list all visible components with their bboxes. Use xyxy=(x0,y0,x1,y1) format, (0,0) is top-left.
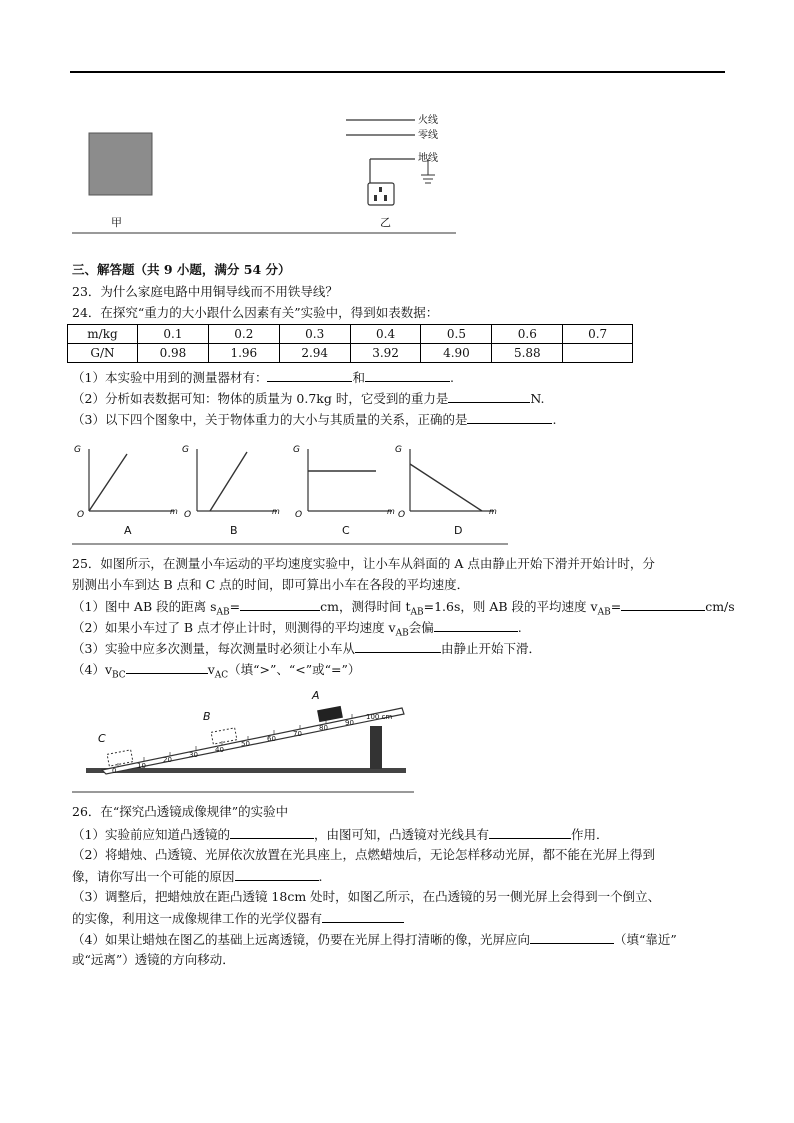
q26-part1 xyxy=(72,826,609,843)
q25-part3 xyxy=(72,640,541,657)
axis-g-label: G xyxy=(182,445,189,455)
graphs-svg xyxy=(72,434,512,546)
q26-part2-a: （2）将蜡烛、凸透镜、光屏依次放置在光具座上，点燃蜡烛后，无论怎样移动光屏，都不能在光屏上得到 xyxy=(72,847,655,862)
q24-part2-unit: N. xyxy=(530,391,545,406)
socket-hole-right xyxy=(384,195,387,201)
subscript: AB xyxy=(395,628,409,639)
q25-part4-v: （4）v xyxy=(72,662,113,677)
q25-part1-speed: =1.6s，则 AB 段的平均速度 v xyxy=(423,599,598,614)
q24-part3 xyxy=(72,411,556,428)
table-cell xyxy=(563,344,633,363)
q25-part2-end: . xyxy=(517,620,522,635)
graph-b xyxy=(197,449,277,511)
socket-hole-top xyxy=(379,187,382,192)
q25-intro-2: 别测出小车到达 B 点和 C 点的时间，即可算出小车在各段的平均速度． xyxy=(72,577,470,592)
table-cell: 5.88 xyxy=(492,344,563,363)
q26-part1-end: 作用． xyxy=(570,827,609,842)
q25-part1-eq: = xyxy=(229,599,241,614)
q26-part2-end: . xyxy=(318,869,323,884)
origin-label: O xyxy=(295,510,303,520)
label-a: A xyxy=(312,689,320,702)
label-c: C xyxy=(98,732,106,745)
table-cell: 0.7 xyxy=(563,325,633,344)
q25-part4 xyxy=(72,661,360,684)
subscript: AC xyxy=(214,670,229,681)
figure-jia-yi xyxy=(72,95,460,235)
label-b: B xyxy=(203,710,211,723)
q23-text: 23．为什么家庭电路中用铜导线而不用铁导线？ xyxy=(72,284,338,299)
answer-blank[interactable] xyxy=(530,931,614,944)
answer-blank[interactable] xyxy=(240,598,320,611)
table-cell: 0.6 xyxy=(492,325,563,344)
tick-label: 10 xyxy=(137,762,146,770)
q26-part1-mid: ，由图可知，凸透镜对光线具有 xyxy=(313,827,489,842)
q24-part1-end: . xyxy=(449,370,454,385)
q24-part2 xyxy=(72,390,544,407)
answer-blank[interactable] xyxy=(267,369,352,382)
section-title: 三、解答题（共 9 小题，满分 54 分） xyxy=(72,262,291,277)
wire-label-ground: 地线 xyxy=(418,153,438,164)
header-rule xyxy=(70,71,725,73)
axis-g-label: G xyxy=(395,445,402,455)
graph-label-b: B xyxy=(230,524,238,537)
q25-part4-hint: （填“>”、“<”或“=”） xyxy=(228,662,361,677)
table-cell: m/kg xyxy=(68,325,138,344)
graph-label-d: D xyxy=(454,524,463,537)
axis-m-label: m xyxy=(170,507,178,516)
tick-label: 100 cm xyxy=(366,713,393,721)
wire-label-live: 火线 xyxy=(418,115,438,126)
subscript: AB xyxy=(597,607,611,618)
incline-figure xyxy=(72,684,417,796)
tick-label: 20 xyxy=(163,756,172,764)
table-row xyxy=(68,325,633,344)
q26-intro: 26．在“探究凸透镜成像规律”的实验中 xyxy=(72,804,289,819)
axis-m-label: m xyxy=(272,507,280,516)
tick-label: 90 xyxy=(345,719,354,727)
table-cell: 0.98 xyxy=(137,344,208,363)
q24-part1-text: （1）本实验中用到的测量器材有： xyxy=(72,370,268,385)
table-cell: 1.96 xyxy=(208,344,279,363)
q24-intro: 24．在探究“重力的大小跟什么因素有关”实验中，得到如表数据： xyxy=(72,305,439,320)
table-cell: 0.3 xyxy=(279,325,350,344)
table-cell: G/N xyxy=(68,344,138,363)
origin-label: O xyxy=(184,510,192,520)
q26-part4-a xyxy=(72,931,677,948)
q25-part1-time: cm，测得时间 t xyxy=(320,599,411,614)
answer-blank[interactable] xyxy=(365,369,450,382)
origin-label: O xyxy=(398,510,406,520)
table-cell: 0.5 xyxy=(421,325,492,344)
graph-label-c: C xyxy=(342,524,350,537)
q25-part1-unit: cm/s xyxy=(705,599,735,614)
table-cell: 2.94 xyxy=(279,344,350,363)
subscript: AB xyxy=(410,607,424,618)
subscript: BC xyxy=(112,670,126,681)
q26-part3-a: （3）调整后，把蜡烛放在距凸透镜 18cm 处时，如图乙所示，在凸透镜的另一侧光屏上会得到一个倒立、 xyxy=(72,889,661,904)
tick-label: 40 xyxy=(215,746,224,754)
q26-part3-b xyxy=(72,910,404,927)
answer-blank[interactable] xyxy=(467,411,552,424)
tick-label: 70 xyxy=(293,730,302,738)
q26-part4-hint: （填“靠近” xyxy=(613,932,677,947)
axis-g-label: G xyxy=(293,445,300,455)
graph-c xyxy=(308,449,392,511)
q25-part4-v2: v xyxy=(207,662,215,677)
axis-m-label: m xyxy=(489,507,497,516)
axis-m-label: m xyxy=(387,507,395,516)
answer-blank[interactable] xyxy=(621,598,705,611)
support-block xyxy=(370,726,382,769)
tick-label: 60 xyxy=(267,735,276,743)
tick-label: 0 xyxy=(112,767,117,775)
wire-label-neutral: 零线 xyxy=(418,130,438,141)
graph-label-a: A xyxy=(124,524,132,537)
answer-blank[interactable] xyxy=(235,868,319,881)
q24-part1 xyxy=(72,369,454,386)
q24-part3-text: （3）以下四个图象中，关于物体重力的大小与其质量的关系，正确的是 xyxy=(72,412,468,427)
socket-hole-left xyxy=(374,195,377,201)
q25-part1-text: （1）图中 AB 段的距离 s xyxy=(72,599,217,614)
q26-part4-text: （4）如果让蜡烛在图乙的基础上远离透镜，仍要在光屏上得打清晰的像，光屏应向 xyxy=(72,932,530,947)
axis-g-label: G xyxy=(74,445,81,455)
q24-data-table xyxy=(67,324,633,363)
label-yi: 乙 xyxy=(380,216,391,229)
q25-part2-bias: 会偏 xyxy=(408,620,434,635)
q25-part1 xyxy=(72,598,735,621)
subscript: AB xyxy=(216,607,230,618)
tick-label: 80 xyxy=(319,724,328,732)
answer-blank[interactable] xyxy=(434,619,518,632)
answer-blank[interactable] xyxy=(355,640,441,653)
tick-label: 50 xyxy=(241,740,250,748)
origin-label: O xyxy=(77,510,85,520)
q25-part2-text: （2）如果小车过了 B 点才停止计时，则测得的平均速度 v xyxy=(72,620,396,635)
figure-jia-yi-svg xyxy=(72,95,460,235)
gray-square xyxy=(89,133,152,195)
q26-part2-b xyxy=(72,868,323,885)
answer-blank[interactable] xyxy=(230,826,314,839)
ruler-incline xyxy=(102,708,404,774)
q26-part3-text: 的实像，利用这一成像规律工作的光学仪器有 xyxy=(72,911,323,926)
answer-blank[interactable] xyxy=(322,910,404,923)
q24-part3-end: . xyxy=(552,412,557,427)
q25-part1-eq2: = xyxy=(610,599,622,614)
table-cell: 3.92 xyxy=(350,344,421,363)
table-row xyxy=(68,344,633,363)
q25-part3-text: （3）实验中应多次测量，每次测量时必须让小车从 xyxy=(72,641,355,656)
answer-blank[interactable] xyxy=(448,390,530,403)
label-jia: 甲 xyxy=(111,216,122,229)
cart-c xyxy=(107,750,133,766)
graph-d xyxy=(410,449,494,511)
q24-graphs xyxy=(72,434,512,546)
tick-label: 30 xyxy=(189,751,198,759)
q26-part1-text: （1）实验前应知道凸透镜的 xyxy=(72,827,230,842)
socket-icon xyxy=(368,183,394,205)
q24-part1-and: 和 xyxy=(352,370,365,385)
graph-a xyxy=(89,449,174,511)
q25-part3-end: 由静止开始下滑． xyxy=(440,641,541,656)
q25-part2 xyxy=(72,619,522,642)
answer-blank[interactable] xyxy=(489,826,571,839)
table-cell: 0.2 xyxy=(208,325,279,344)
q26-part2-text: 像，请你写出一个可能的原因 xyxy=(72,869,235,884)
table-cell: 0.4 xyxy=(350,325,421,344)
table-cell: 4.90 xyxy=(421,344,492,363)
q24-part2-text: （2）分析如表数据可知：物体的质量为 0.7kg 时，它受到的重力是 xyxy=(72,391,449,406)
table-cell: 0.1 xyxy=(137,325,208,344)
q25-intro-1: 25．如图所示，在测量小车运动的平均速度实验中，让小车从斜面的 A 点由静止开始下滑并开始计时，分 xyxy=(72,556,655,571)
answer-blank[interactable] xyxy=(126,661,208,674)
q26-part4-b: 或“远离”）透镜的方向移动． xyxy=(72,952,235,967)
